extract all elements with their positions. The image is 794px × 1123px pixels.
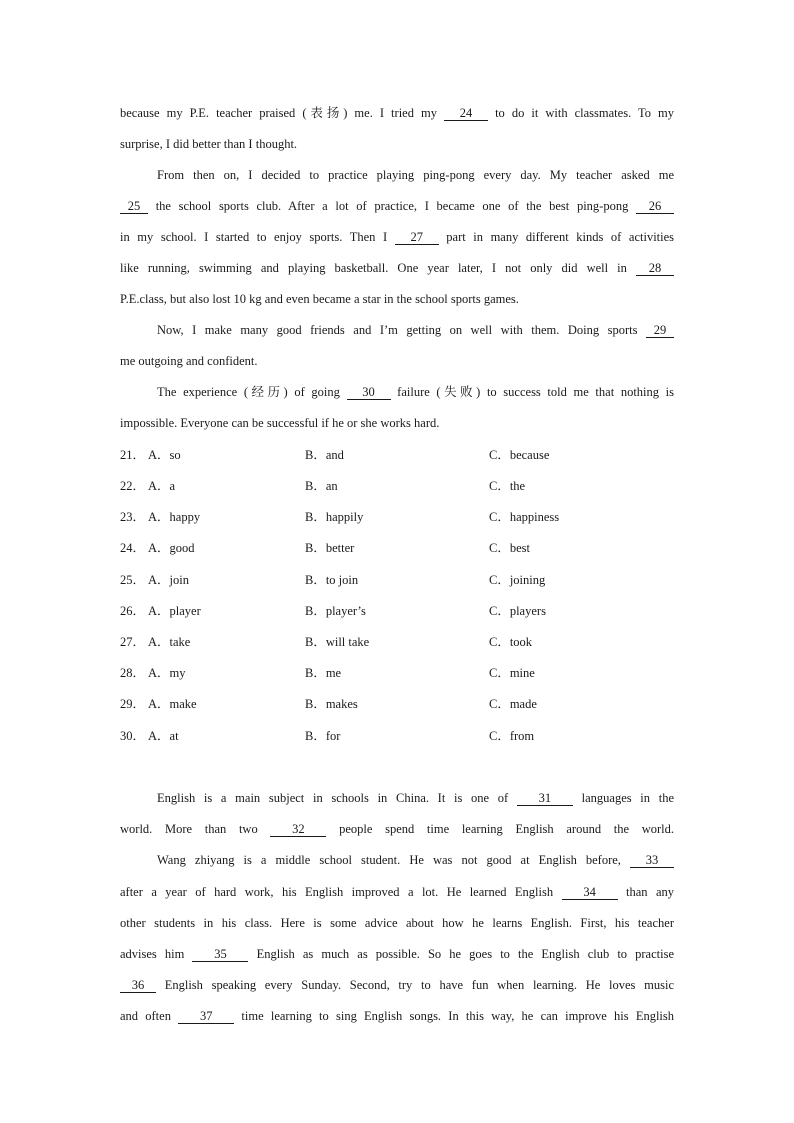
option-b: B．makes	[305, 697, 358, 711]
text-segment: English as much as possible. So he goes to the English club to practise	[256, 947, 675, 961]
blank-34: 34	[562, 885, 618, 900]
question-number: 26．	[120, 604, 146, 618]
blank-30: 30	[347, 385, 391, 400]
option-b: B．an	[305, 479, 338, 493]
option-a: A．happy	[148, 510, 201, 524]
passage-line	[157, 382, 674, 402]
blank-36: 36	[120, 978, 156, 993]
option-b: B．will take	[305, 635, 370, 649]
option-c: C．players	[489, 604, 546, 618]
text-segment: me outgoing and confident.	[120, 354, 258, 368]
option-a: A．a	[148, 479, 176, 493]
passage-line	[120, 227, 674, 247]
text-segment: Wang zhiyang is a middle school student. He was not good at English before,	[157, 853, 621, 867]
blank-33: 33	[630, 853, 674, 868]
question-row	[120, 570, 680, 590]
text-segment: failure (失败) to success told me that nothing is	[397, 385, 674, 399]
question-row	[120, 445, 680, 465]
blank-32: 32	[270, 822, 326, 837]
question-number: 23．	[120, 510, 146, 524]
option-c: C．made	[489, 697, 537, 711]
passage-line	[120, 944, 674, 964]
text-segment: world. More than two	[120, 822, 258, 836]
passage-line	[120, 289, 674, 309]
text-segment: surprise, I did better than I thought.	[120, 137, 298, 151]
text-segment: in my school. I started to enjoy sports. Then I	[120, 230, 388, 244]
option-c: C．from	[489, 729, 535, 743]
passage-line	[120, 134, 674, 154]
text-segment: time learning to sing English songs. In this way, he can improve his English	[241, 1009, 675, 1023]
option-c: C．best	[489, 541, 530, 555]
option-c: C．happiness	[489, 510, 560, 524]
text-segment: Now, I make many good friends and I’m getting on well with them. Doing sports	[157, 323, 638, 337]
passage-line	[120, 1006, 674, 1026]
text-segment: From then on, I decided to practice playing ping-pong every day. My teacher asked me	[157, 168, 674, 182]
blank-29: 29	[646, 323, 674, 338]
option-a: A．so	[148, 448, 181, 462]
option-b: B．and	[305, 448, 344, 462]
option-a: A．take	[148, 635, 191, 649]
text-segment: The experience (经历) of going	[157, 385, 340, 399]
text-segment: to do it with classmates. To my	[495, 106, 675, 120]
question-number: 29．	[120, 697, 146, 711]
question-number: 30．	[120, 729, 146, 743]
blank-24: 24	[444, 106, 488, 121]
option-b: B．happily	[305, 510, 364, 524]
option-b: B．me	[305, 666, 342, 680]
blank-28: 28	[636, 261, 674, 276]
passage-line	[120, 413, 674, 433]
blank-31: 31	[517, 791, 573, 806]
question-row	[120, 632, 680, 652]
passage-line	[120, 975, 674, 995]
text-segment: after a year of hard work, his English improved a lot. He learned English	[120, 885, 554, 899]
option-b: B．for	[305, 729, 341, 743]
question-number: 24．	[120, 541, 146, 555]
option-b: B．better	[305, 541, 355, 555]
question-row	[120, 601, 680, 621]
text-segment: impossible. Everyone can be successful if he or she works hard.	[120, 416, 440, 430]
question-row	[120, 663, 680, 683]
question-number: 27．	[120, 635, 146, 649]
question-row	[120, 507, 680, 527]
text-segment: like running, swimming and playing basketball. One year later, I not only did well in	[120, 261, 627, 275]
text-segment: English is a main subject in schools in China. It is one of	[157, 791, 509, 805]
text-segment: other students in his class. Here is some advice about how he learns English. First, his teacher	[120, 916, 674, 930]
text-segment: P.E.class, but also lost 10 kg and even became a star in the school sports games.	[120, 292, 519, 306]
question-number: 21．	[120, 448, 146, 462]
option-a: A．my	[148, 666, 186, 680]
text-segment: the school sports club. After a lot of practice, I became one of the best ping-pong	[155, 199, 629, 213]
option-a: A．player	[148, 604, 201, 618]
passage-line	[120, 258, 674, 278]
text-segment: part in many different kinds of activities	[446, 230, 675, 244]
passage-line	[157, 320, 674, 340]
question-row	[120, 694, 680, 714]
passage-line	[157, 165, 674, 185]
blank-26: 26	[636, 199, 674, 214]
passage-line	[120, 882, 674, 902]
question-row	[120, 726, 680, 746]
passage-line	[157, 788, 674, 808]
option-b: B．player’s	[305, 604, 366, 618]
option-a: A．at	[148, 729, 179, 743]
option-c: C．because	[489, 448, 550, 462]
passage-line	[120, 819, 674, 839]
passage-line	[120, 103, 674, 123]
text-segment: because my P.E. teacher praised (表扬) me. I tried my	[120, 106, 437, 120]
question-row	[120, 538, 680, 558]
passage-line	[120, 351, 674, 371]
text-segment: than any	[626, 885, 675, 899]
option-c: C．took	[489, 635, 533, 649]
blank-35: 35	[192, 947, 248, 962]
question-number: 28．	[120, 666, 146, 680]
text-segment: languages in the	[581, 791, 674, 805]
option-c: C．joining	[489, 573, 546, 587]
question-number: 22．	[120, 479, 146, 493]
question-number: 25．	[120, 573, 146, 587]
blank-37: 37	[178, 1009, 234, 1024]
option-a: A．good	[148, 541, 195, 555]
text-segment: and often	[120, 1009, 171, 1023]
blank-25: 25	[120, 199, 148, 214]
option-c: C．the	[489, 479, 526, 493]
question-row	[120, 476, 680, 496]
text-segment: English speaking every Sunday. Second, try to have fun when learning. He loves music	[164, 978, 674, 992]
option-a: A．make	[148, 697, 197, 711]
text-segment: advises him	[120, 947, 185, 961]
passage-line	[157, 850, 674, 870]
option-a: A．join	[148, 573, 189, 587]
option-b: B．to join	[305, 573, 359, 587]
passage-line	[120, 913, 674, 933]
blank-27: 27	[395, 230, 439, 245]
text-segment: people spend time learning English around the world.	[339, 822, 674, 836]
passage-line	[120, 196, 674, 216]
option-c: C．mine	[489, 666, 535, 680]
